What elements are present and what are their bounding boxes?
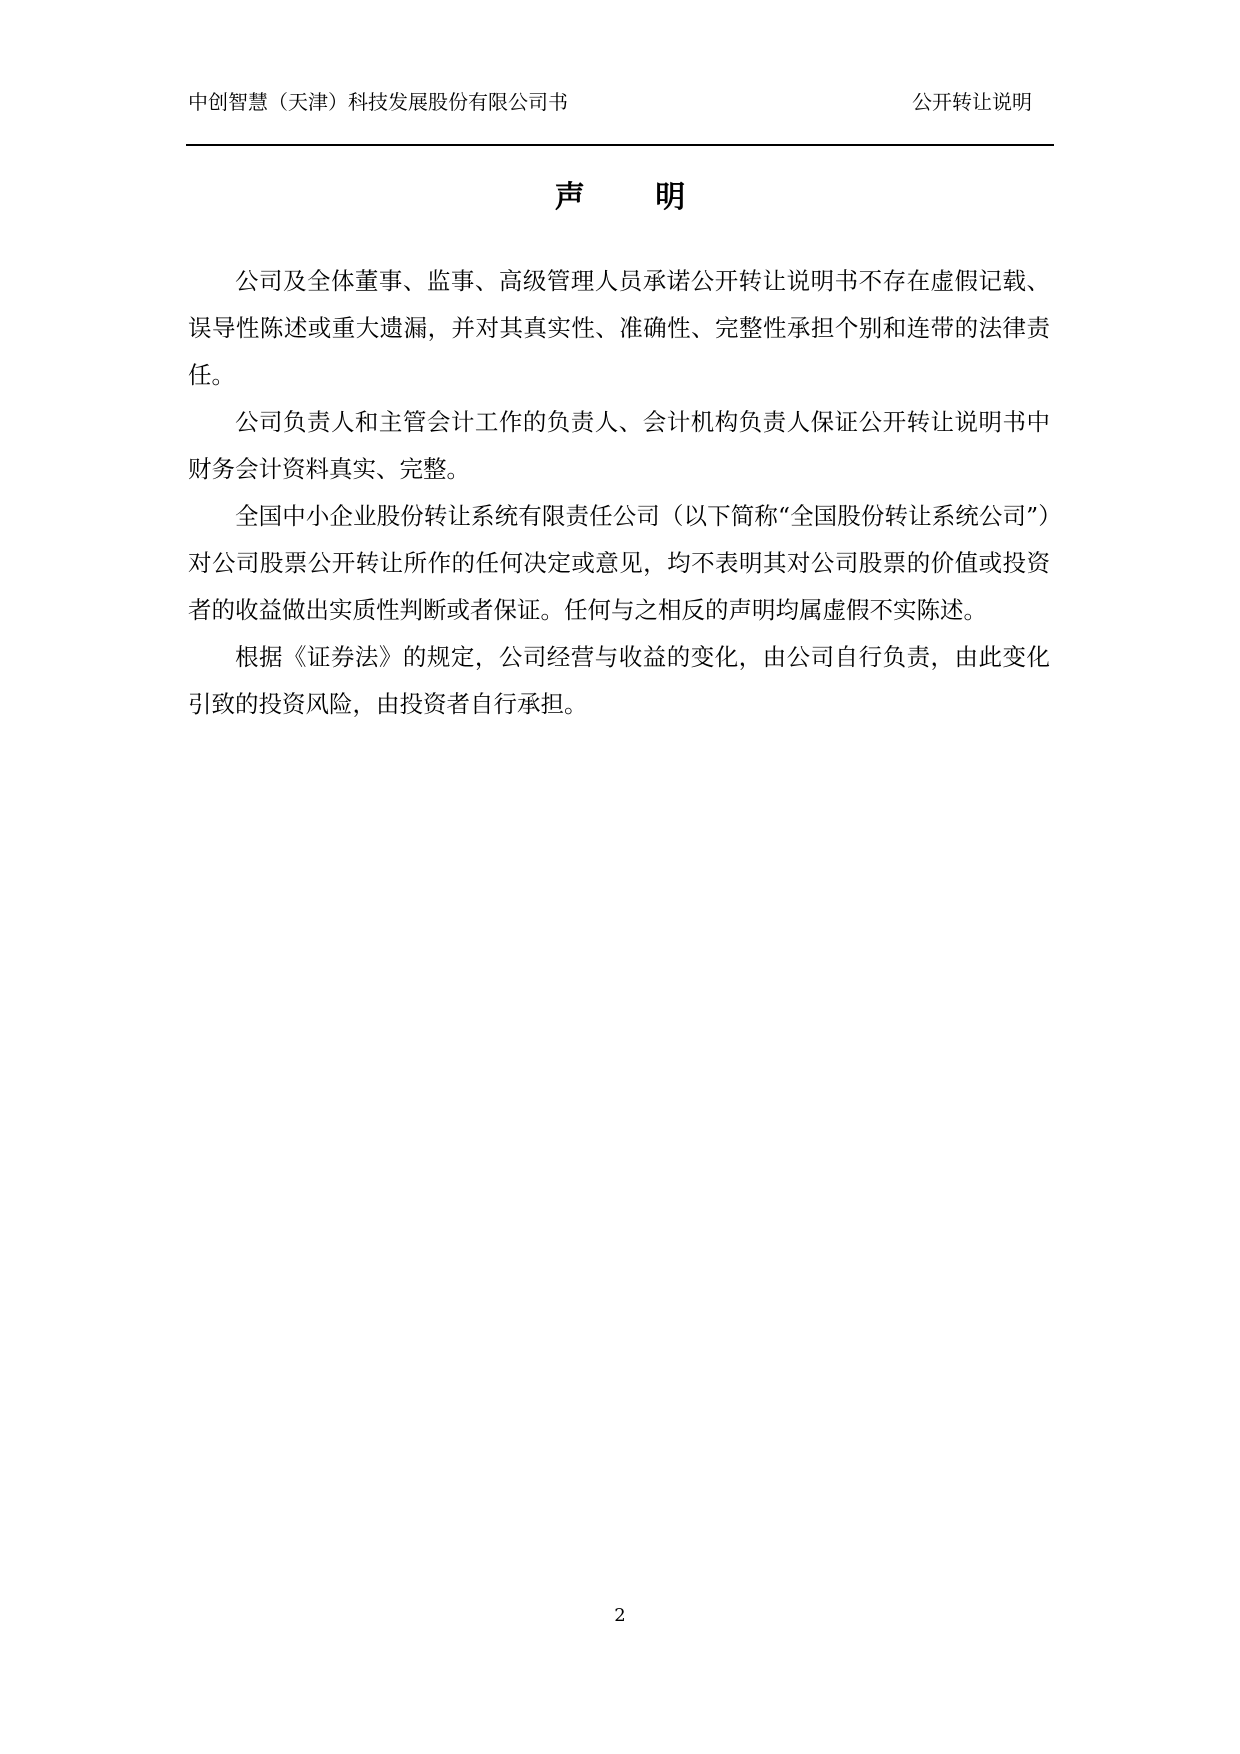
page-title: 声 明 [554, 180, 716, 215]
header-company-name: 中创智慧（天津）科技发展股份有限公司书 [188, 90, 568, 114]
declaration-body [188, 258, 1050, 728]
paragraph-investment-risk: 根据《证券法》的规定，公司经营与收益的变化，由公司自行负责，由此变化引致的投资风险，由投资者自行承担。 [188, 643, 1050, 718]
header-document-title: 公开转让说明 [912, 90, 1032, 114]
paragraph-financial-accuracy: 公司负责人和主管会计工作的负责人、会计机构负责人保证公开转让说明书中财务会计资料真实、完整。 [188, 408, 1050, 483]
paragraph-system-disclaimer: 全国中小企业股份转让系统有限责任公司（以下简称“全国股份转让系统公司”）对公司股票公开转让所作的任何决定或意见，均不表明其对公司股票的价值或投资者的收益做出实质性判断或者保证。任何与之相反的声明均属虚假不实陈述。 [188, 502, 1050, 624]
paragraph-liability: 公司及全体董事、监事、高级管理人员承诺公开转让说明书不存在虚假记载、误导性陈述或重大遗漏，并对其真实性、准确性、完整性承担个别和连带的法律责任。 [188, 267, 1050, 389]
header-rule [186, 144, 1054, 146]
page-number: 2 [614, 1605, 626, 1626]
